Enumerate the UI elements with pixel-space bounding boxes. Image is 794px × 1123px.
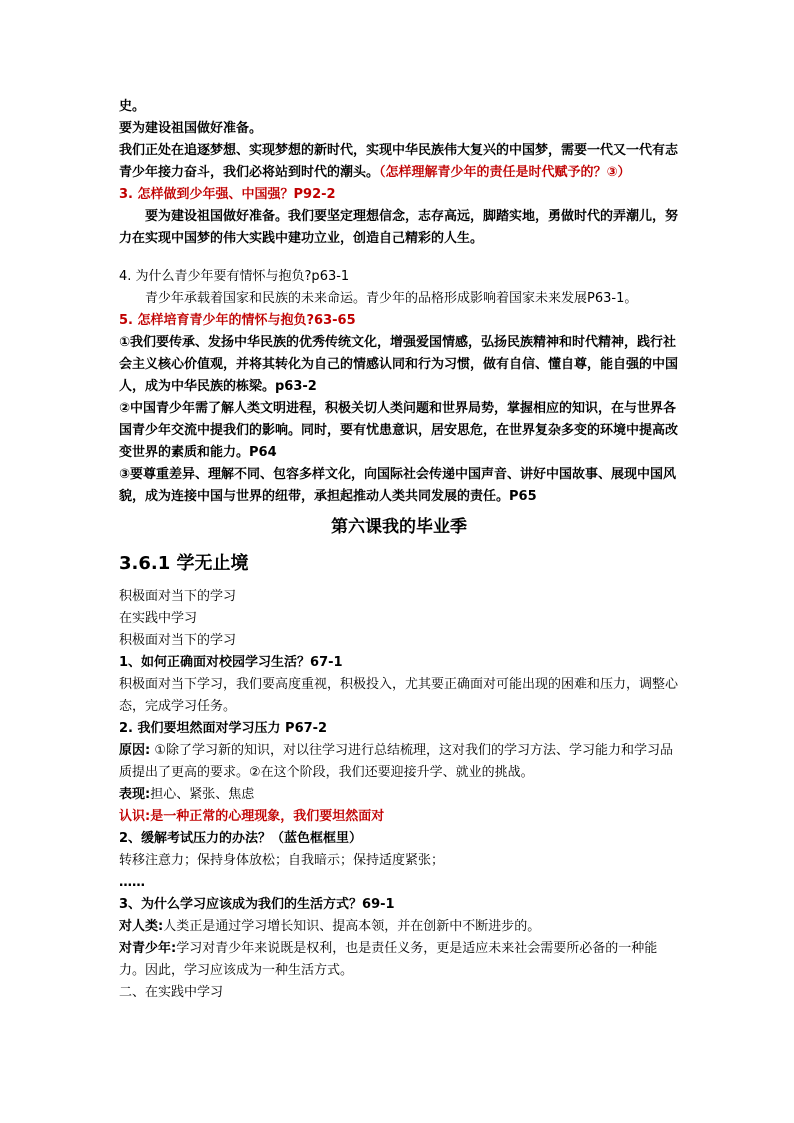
paragraph: ③要尊重差异、理解不同、包容多样文化，向国际社会传递中国声音、讲好中国故事、展现中国风貌，成为连接中国与世界的纽带，承担起推动人类共同发展的责任。P65 [119, 467, 677, 504]
text-line: 要为建设祖国做好准备。 [119, 121, 263, 136]
paragraph-text: ①除了学习新的知识，对以往学习进行总结梳理，这对我们的学习方法、学习能力和学习品质提出了更高的要求。②在这个阶段，我们还要迎接升学、就业的挑战。 [119, 743, 673, 780]
paragraph-text: 是一种正常的心理现象，我们要坦然面对 [150, 809, 385, 824]
label: 对青少年: [119, 941, 177, 956]
question-heading: 2、缓解考试压力的办法？（蓝色框框里） [119, 831, 363, 846]
outline-item: 积极面对当下的学习 [119, 633, 237, 648]
label: 对人类: [119, 919, 164, 934]
question-heading: 4. 为什么青少年要有情怀与抱负?p63-1 [119, 269, 350, 284]
paragraph [119, 916, 679, 938]
label: 认识: [119, 809, 151, 824]
question-heading: 3、为什么学习应该成为我们的生活方式？69-1 [119, 897, 395, 912]
paragraph-text: 人类正是通过学习增长知识、提高本领，并在创新中不断进步的。 [163, 919, 541, 934]
paragraph [119, 806, 679, 828]
paragraph: 转移注意力；保持身体放松；自我暗示；保持适度紧张； [119, 853, 445, 868]
section-heading: 二、在实践中学习 [119, 985, 224, 1000]
question-heading: 5. 怎样培育青少年的情怀与抱负?63-65 [119, 313, 356, 328]
paragraph [119, 140, 679, 184]
paragraph: 要为建设祖国做好准备。我们要坚定理想信念，志存高远，脚踏实地，勇做时代的弄潮儿，努力在实现中国梦的伟大实践中建功立业，创造自己精彩的人生。 [119, 209, 679, 246]
outline-item: 积极面对当下的学习 [119, 589, 237, 604]
ellipsis: …… [119, 875, 145, 890]
paragraph [119, 938, 679, 982]
paragraph: ②中国青少年需了解人类文明进程，积极关切人类问题和世界局势，掌握相应的知识，在与世界各国青少年交流中提我们的影响。同时，要有忧患意识，居安思危，在世界复杂多变的环境中提高改变世界的素质和能力。P64 [119, 401, 679, 460]
document-page [119, 96, 679, 1004]
paragraph: ①我们要传承、发扬中华民族的优秀传统文化，增强爱国情感，弘扬民族精神和时代精神，践行社会主义核心价值观，并将其转化为自己的情感认同和行为习惯，做有自信、懂自尊，能自强的中国人，成为中华民族的栋梁。p63-2 [119, 335, 679, 394]
paragraph [119, 740, 679, 784]
paragraph-text: 担心、紧张、焦虑 [150, 787, 255, 802]
paragraph [119, 784, 679, 806]
question-note: （怎样理解青少年的责任是时代赋予的？③） [379, 165, 631, 180]
question-heading: 3. 怎样做到少年强、中国强？P92-2 [119, 187, 336, 202]
text-line: 史。 [119, 99, 146, 114]
section-title: 3.6.1 学无止境 [119, 553, 249, 574]
question-heading: 2. 我们要坦然面对学习压力 P67-2 [119, 721, 328, 736]
paragraph-text: 我们正处在追逐梦想、实现梦想的新时代，实现中华民族伟大复兴的中国梦，需要一代又一代有志青少年接力奋斗，我们必将站到时代的潮头。 [119, 143, 679, 180]
paragraph: 青少年承载着国家和民族的未来命运。青少年的品格形成影响着国家未来发展P63-1。 [145, 291, 638, 306]
label: 表现: [119, 787, 151, 802]
outline-item: 在实践中学习 [119, 611, 198, 626]
chapter-title: 第六课我的毕业季 [331, 517, 467, 537]
paragraph-text: 学习对青少年来说既是权利，也是责任义务，更是适应未来社会需要所必备的一种能力。因此，学习应该成为一种生活方式。 [119, 941, 658, 978]
label: 原因: [119, 743, 151, 758]
paragraph: 积极面对当下学习，我们要高度重视，积极投入，尤其要正确面对可能出现的困难和压力，调整心态，完成学习任务。 [119, 677, 679, 714]
question-heading: 1、如何正确面对校园学习生活？67-1 [119, 655, 343, 670]
